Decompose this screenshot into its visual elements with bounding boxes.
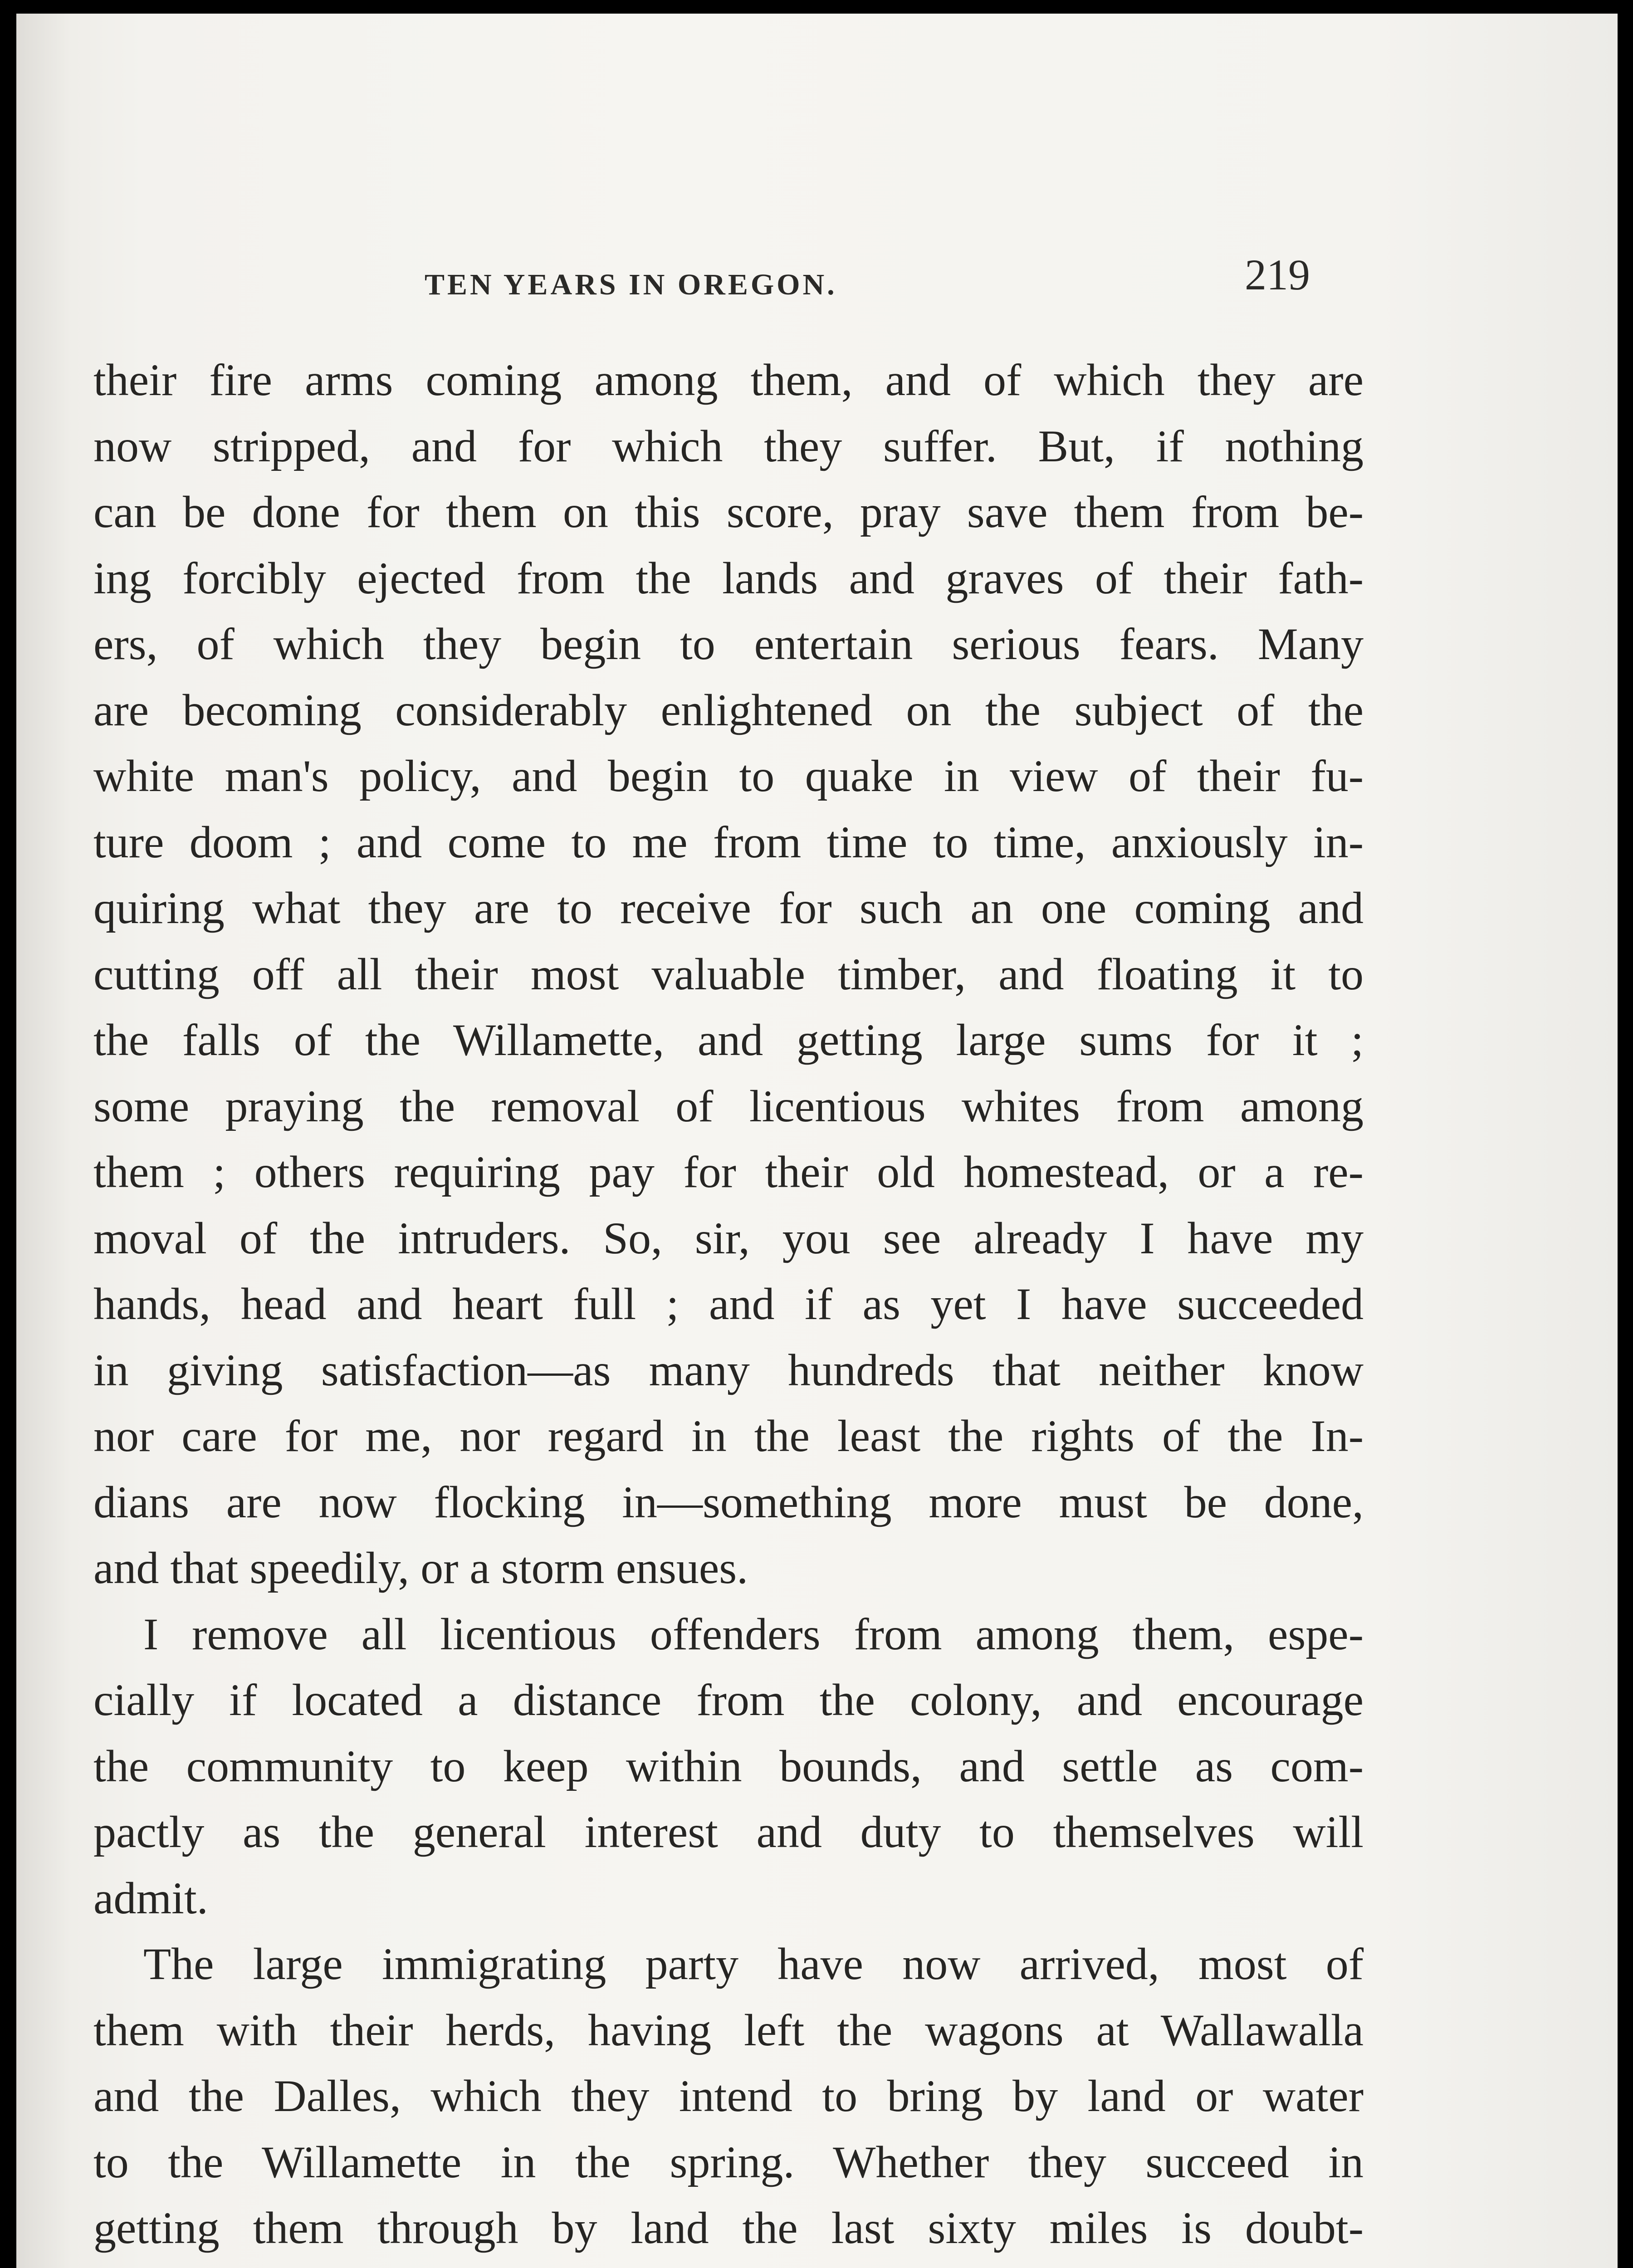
text-line: the falls of the Willamette, and getting large sums for it ; [93,1015,1364,1065]
text-line: and that speedily, or a storm ensues. [93,1543,748,1593]
text-line: them with their herds, having left the wagons at Wallawalla [93,2004,1364,2055]
text-line: their fire arms coming among them, and of which they are [93,355,1364,405]
text-line: cially if located a distance from the colony, and encourage [93,1675,1364,1725]
book-page [16,14,1618,2268]
text-line: now stripped, and for which they suffer. But, if nothing [93,420,1364,471]
text-line: admit. [93,1872,208,1923]
text-line: The large immigrating party have now arrived, most of [143,1939,1364,1989]
text-line: white man's policy, and begin to quake in view of their fu- [93,751,1364,801]
text-line: quiring what they are to receive for such an one coming and [93,883,1364,933]
text-line: and the Dalles, which they intend to bring by land or water [93,2071,1364,2121]
text-line [93,2261,1364,2268]
page-gutter-shadow [16,14,71,2268]
text-line: them ; others requiring pay for their old homestead, or a re- [93,1147,1364,1197]
text-line: dians are now flocking in—something more must be done, [93,1476,1364,1527]
body-text [93,347,1364,2268]
running-head: TEN YEARS IN OREGON. [425,268,837,301]
text-line: hands, head and heart full ; and if as yet I have succeeded [93,1279,1364,1329]
text-line: ture doom ; and come to me from time to time, anxiously in- [93,816,1364,867]
text-line: ers, of which they begin to entertain serious fears. Many [93,619,1364,669]
text-line: are becoming considerably enlightened on the subject of the [93,684,1364,735]
text-line: ing forcibly ejected from the lands and graves of their fath- [93,552,1364,603]
text-line: getting them through by land the last sixty miles is doubt- [93,2203,1364,2253]
text-line: moval of the intruders. So, sir, you see already I have my [93,1212,1364,1263]
text-line: some praying the removal of licentious whites from among [93,1080,1364,1131]
text-line: I remove all licentious offenders from among them, espe- [143,1608,1364,1659]
text-line: cutting off all their most valuable timber, and floating it to [93,948,1364,999]
text-line: to the Willamette in the spring. Whether they succeed in [93,2136,1364,2187]
text-line: pactly as the general interest and duty to themselves will [93,1807,1364,1857]
page-number: 219 [1245,250,1310,299]
text-line: can be done for them on this score, pray save them from be- [93,487,1364,537]
text-line: in giving satisfaction—as many hundreds that neither know [93,1344,1364,1395]
text-line: nor care for me, nor regard in the least the rights of the In- [93,1411,1364,1461]
text-line: the community to keep within bounds, and settle as com- [93,1740,1364,1791]
